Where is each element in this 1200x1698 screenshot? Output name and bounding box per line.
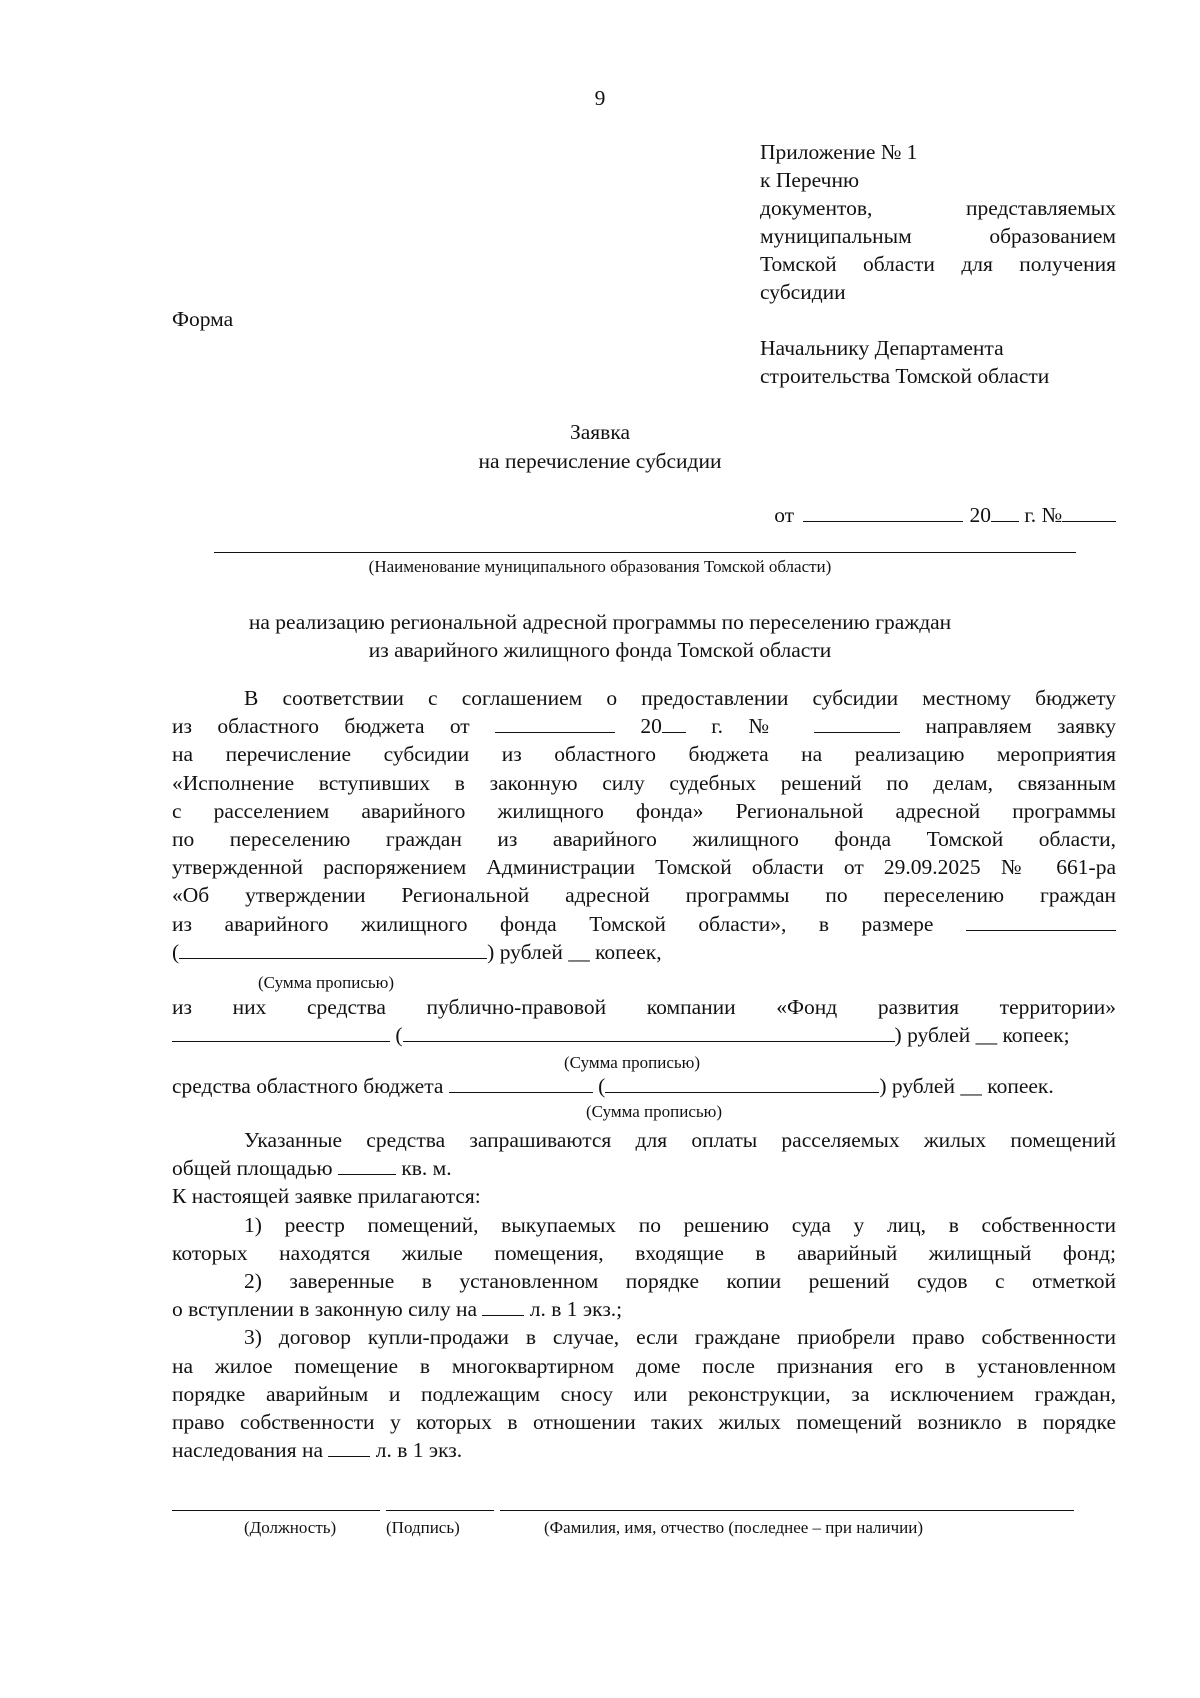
- regional-label: средства областного бюджета: [172, 1074, 444, 1098]
- fund-amount-words-blank[interactable]: [403, 1025, 895, 1042]
- full-name-caption: (Фамилия, имя, отчество (последнее – при наличии): [544, 1518, 924, 1537]
- open-paren: (: [598, 1074, 606, 1098]
- area-blank[interactable]: [338, 1158, 396, 1175]
- attachment-item-1: 1) реестр помещений, выкупаемых по решению суда у лиц, в собственности: [244, 1212, 1116, 1237]
- attachment-item-2: 2) заверенные в установленном порядке копии решений судов с отметкой: [244, 1269, 1116, 1294]
- paragraph-line: утвержденной распоряжением Администрации Томской области от 29.09.2025 № 661-ра: [172, 855, 1116, 880]
- sheets-blank[interactable]: [482, 1299, 524, 1316]
- title-line: на перечисление субсидии: [478, 449, 722, 473]
- title-line: Заявка: [569, 420, 631, 444]
- sum-in-words-caption: (Сумма прописью): [258, 973, 394, 992]
- area-unit: кв. м.: [401, 1156, 452, 1181]
- paragraph-line: с расселением аварийного жилищного фонда» Региональной адресной программы: [172, 798, 1116, 823]
- date-from-label: от: [774, 503, 795, 527]
- sum-in-words-caption: (Сумма прописью): [586, 1102, 722, 1121]
- open-paren: (: [172, 939, 180, 964]
- paragraph-line: В соответствии с соглашением о предоставлении субсидии местному бюджету: [244, 686, 1116, 710]
- sheets-blank[interactable]: [328, 1440, 370, 1457]
- agreement-year-blank[interactable]: [662, 716, 686, 733]
- subject-line: на реализацию региональной адресной программы по переселению граждан: [248, 610, 952, 634]
- signature-caption: (Подпись): [386, 1518, 460, 1537]
- paragraph-line: [172, 1021, 1116, 1049]
- attachment-item-3: 3) договор купли-продажи в случае, если граждане приобрели право собственности: [244, 1325, 1116, 1350]
- position-caption: (Должность): [244, 1518, 337, 1537]
- main-paragraph: [172, 684, 1116, 966]
- paragraph-line: [172, 1154, 1116, 1182]
- addressee-line: Начальнику Департамента: [760, 336, 1004, 360]
- appendix-line: Приложение № 1: [760, 140, 918, 164]
- attachments-intro: К настоящей заявке прилагаются:: [172, 1184, 481, 1209]
- appendix-block: [760, 138, 1116, 306]
- paragraph-line: из них средства публично-правовой компании «Фонд развития территории»: [172, 995, 1116, 1019]
- number-blank[interactable]: [1062, 505, 1116, 522]
- rubles-kopecks: ) рублей __ копеек;: [894, 1023, 1070, 1048]
- document-title: [0, 418, 1200, 476]
- area-paragraph: [172, 1126, 1116, 1464]
- paragraph-line: на перечисление субсидии из областного бюджета на реализацию мероприятия: [172, 742, 1116, 767]
- regional-budget-line: [172, 1074, 1116, 1099]
- amount-label: из аварийного жилищного фонда Томской области», в размере: [172, 911, 934, 936]
- attachment-item-3-cont: порядке аварийным и подлежащим сносу или реконструкции, за исключением граждан,: [172, 1381, 1116, 1406]
- appendix-line: муниципальным образованием: [760, 224, 1116, 248]
- addressee-block: [760, 334, 1049, 390]
- agreement-date-blank[interactable]: [495, 716, 615, 733]
- appendix-line: Томской области для получения: [760, 252, 1116, 276]
- sum-in-words-caption: (Сумма прописью): [564, 1053, 700, 1072]
- municipality-name-line[interactable]: [214, 552, 1076, 553]
- agreement-number-label: г. №: [711, 714, 789, 739]
- paragraph-line: Указанные средства запрашиваются для оплаты расселяемых жилых помещений: [244, 1128, 1116, 1152]
- sheets-copies: л. в 1 экз.: [375, 1438, 463, 1463]
- appendix-line: субсидии: [760, 280, 846, 304]
- fund-amount-blank[interactable]: [172, 1025, 390, 1042]
- attachment-item-3-cont: [172, 1436, 1116, 1464]
- full-name-signature-line[interactable]: [500, 1510, 1074, 1511]
- rubles-kopecks: ) рублей __ копеек,: [487, 939, 662, 964]
- rubles-kopecks: ) рублей __ копеек.: [879, 1074, 1054, 1098]
- attachment-item-1-cont: которых находятся жилые помещения, входящие в аварийный жилищный фонд;: [172, 1240, 1116, 1265]
- form-label: Форма: [172, 307, 234, 331]
- paragraph-line: «Об утверждении Региональной адресной программы по переселению граждан: [172, 883, 1116, 908]
- paragraph-line: [172, 712, 1116, 740]
- year-prefix: 20: [969, 503, 991, 527]
- date-blank[interactable]: [803, 505, 963, 522]
- area-label: общей площадью: [172, 1156, 333, 1181]
- fund-paragraph: [172, 993, 1116, 1049]
- page-number: 9: [594, 86, 606, 110]
- paragraph-line: «Исполнение вступивших в законную силу судебных решений по делам, связанным: [172, 770, 1116, 795]
- regional-amount-words-blank[interactable]: [605, 1076, 879, 1093]
- total-amount-blank[interactable]: [966, 914, 1116, 931]
- agreement-date-label: из областного бюджета от: [172, 714, 470, 739]
- request-subject: [0, 608, 1200, 664]
- regional-amount-blank[interactable]: [449, 1076, 593, 1093]
- addressee-line: строительства Томской области: [760, 364, 1050, 388]
- sheets-copies: л. в 1 экз.;: [529, 1297, 623, 1322]
- paragraph-line: [172, 910, 1116, 938]
- subject-line: из аварийного жилищного фонда Томской области: [368, 638, 832, 662]
- signature-line[interactable]: [386, 1510, 494, 1511]
- sheets-label: о вступлении в законную силу на: [172, 1297, 478, 1322]
- agreement-year-prefix: 20: [640, 714, 662, 739]
- sheets-label: наследования на: [172, 1438, 324, 1463]
- attachment-item-2-cont: [172, 1295, 1116, 1323]
- appendix-line: документов, представляемых: [760, 196, 1116, 220]
- appendix-line: к Перечню: [760, 168, 860, 192]
- date-number-line: [774, 503, 1116, 528]
- year-blank[interactable]: [991, 505, 1019, 522]
- agreement-tail: направляем заявку: [925, 714, 1117, 739]
- attachment-item-3-cont: право собственности у которых в отношении таких жилых помещений возникло в порядке: [172, 1410, 1116, 1435]
- municipality-caption: (Наименование муниципального образования Томской области): [368, 557, 832, 576]
- paragraph-line: по переселению граждан из аварийного жилищного фонда Томской области,: [172, 827, 1116, 852]
- paragraph-line: [172, 938, 1116, 966]
- total-amount-words-blank[interactable]: [179, 942, 487, 959]
- open-paren: (: [395, 1023, 403, 1048]
- agreement-number-blank[interactable]: [814, 716, 900, 733]
- attachment-item-3-cont: на жилое помещение в многоквартирном доме после признания его в установленном: [172, 1353, 1116, 1378]
- position-signature-line[interactable]: [172, 1510, 380, 1511]
- year-suffix-number-label: г. №: [1024, 503, 1062, 527]
